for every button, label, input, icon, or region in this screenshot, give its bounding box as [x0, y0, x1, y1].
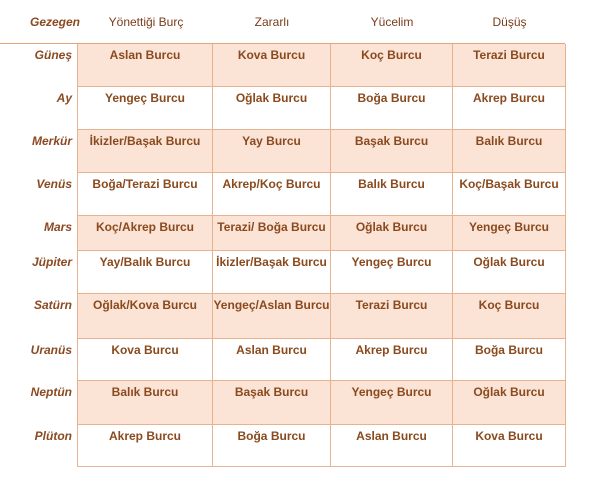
cell-ruler: İkizler/Başak Burcu — [78, 130, 213, 173]
cell-ruler: Aslan Burcu — [78, 44, 213, 87]
cell-fall: Koç Burcu — [453, 294, 566, 339]
cell-ruler: Kova Burcu — [78, 339, 213, 381]
cell-ruler: Akrep Burcu — [78, 425, 213, 467]
cell-detriment: Yay Burcu — [213, 130, 331, 173]
cell-ruler: Boğa/Terazi Burcu — [78, 173, 213, 216]
planet-name: Mars — [43, 220, 72, 234]
cell-detriment: İkizler/Başak Burcu — [213, 251, 331, 294]
cell-detriment: Terazi/ Boğa Burcu — [213, 216, 331, 251]
cell-exaltation: Koç Burcu — [331, 44, 453, 87]
cell-exaltation: Başak Burcu — [331, 130, 453, 173]
cell-exaltation: Aslan Burcu — [331, 425, 453, 467]
header-planet: Gezegen — [30, 15, 81, 29]
cell-ruler: Koç/Akrep Burcu — [78, 216, 213, 251]
planet-name: Uranüs — [30, 343, 72, 357]
planet-name: Plüton — [34, 429, 72, 443]
cell-detriment: Boğa Burcu — [213, 425, 331, 467]
cell-fall: Akrep Burcu — [453, 87, 566, 130]
cell-fall: Yengeç Burcu — [453, 216, 566, 251]
table-row — [0, 339, 566, 381]
cell-fall: Koç/Başak Burcu — [453, 173, 566, 216]
cell-ruler: Balık Burcu — [78, 381, 213, 425]
cell-fall: Boğa Burcu — [453, 339, 566, 381]
planet-name: Neptün — [30, 385, 72, 399]
table-row — [0, 294, 566, 339]
table-row — [0, 425, 566, 467]
planet-name: Güneş — [34, 48, 72, 62]
cell-fall: Oğlak Burcu — [453, 381, 566, 425]
table-row — [0, 216, 566, 251]
cell-detriment: Yengeç/Aslan Burcu — [213, 294, 331, 339]
cell-fall: Balık Burcu — [453, 130, 566, 173]
cell-ruler: Oğlak/Kova Burcu — [78, 294, 213, 339]
header-exaltation: Yücelim — [370, 15, 414, 29]
planet-name: Jüpiter — [31, 255, 72, 269]
table-row — [0, 251, 566, 294]
cell-detriment: Oğlak Burcu — [213, 87, 331, 130]
cell-exaltation: Yengeç Burcu — [331, 381, 453, 425]
cell-exaltation: Balık Burcu — [331, 173, 453, 216]
cell-detriment: Aslan Burcu — [213, 339, 331, 381]
planet-name: Venüs — [36, 177, 72, 191]
table-row — [0, 173, 566, 216]
table-row — [0, 44, 566, 87]
planet-name: Satürn — [33, 298, 72, 312]
table-row — [0, 130, 566, 173]
header-fall: Düşüş — [492, 15, 527, 29]
table-row — [0, 87, 566, 130]
cell-exaltation: Terazi Burcu — [331, 294, 453, 339]
planet-name: Ay — [56, 91, 72, 105]
header-ruler: Yönettiği Burç — [108, 15, 184, 29]
cell-detriment: Kova Burcu — [213, 44, 331, 87]
cell-fall: Terazi Burcu — [453, 44, 566, 87]
table-row — [0, 381, 566, 425]
cell-ruler: Yengeç Burcu — [78, 87, 213, 130]
cell-detriment: Akrep/Koç Burcu — [213, 173, 331, 216]
header-detriment: Zararlı — [254, 15, 290, 29]
cell-exaltation: Boğa Burcu — [331, 87, 453, 130]
cell-fall: Kova Burcu — [453, 425, 566, 467]
table-header — [0, 0, 603, 43]
cell-exaltation: Oğlak Burcu — [331, 216, 453, 251]
cell-ruler: Yay/Balık Burcu — [78, 251, 213, 294]
cell-fall: Oğlak Burcu — [453, 251, 566, 294]
cell-exaltation: Yengeç Burcu — [331, 251, 453, 294]
planet-name: Merkür — [31, 134, 72, 148]
cell-exaltation: Akrep Burcu — [331, 339, 453, 381]
cell-detriment: Başak Burcu — [213, 381, 331, 425]
